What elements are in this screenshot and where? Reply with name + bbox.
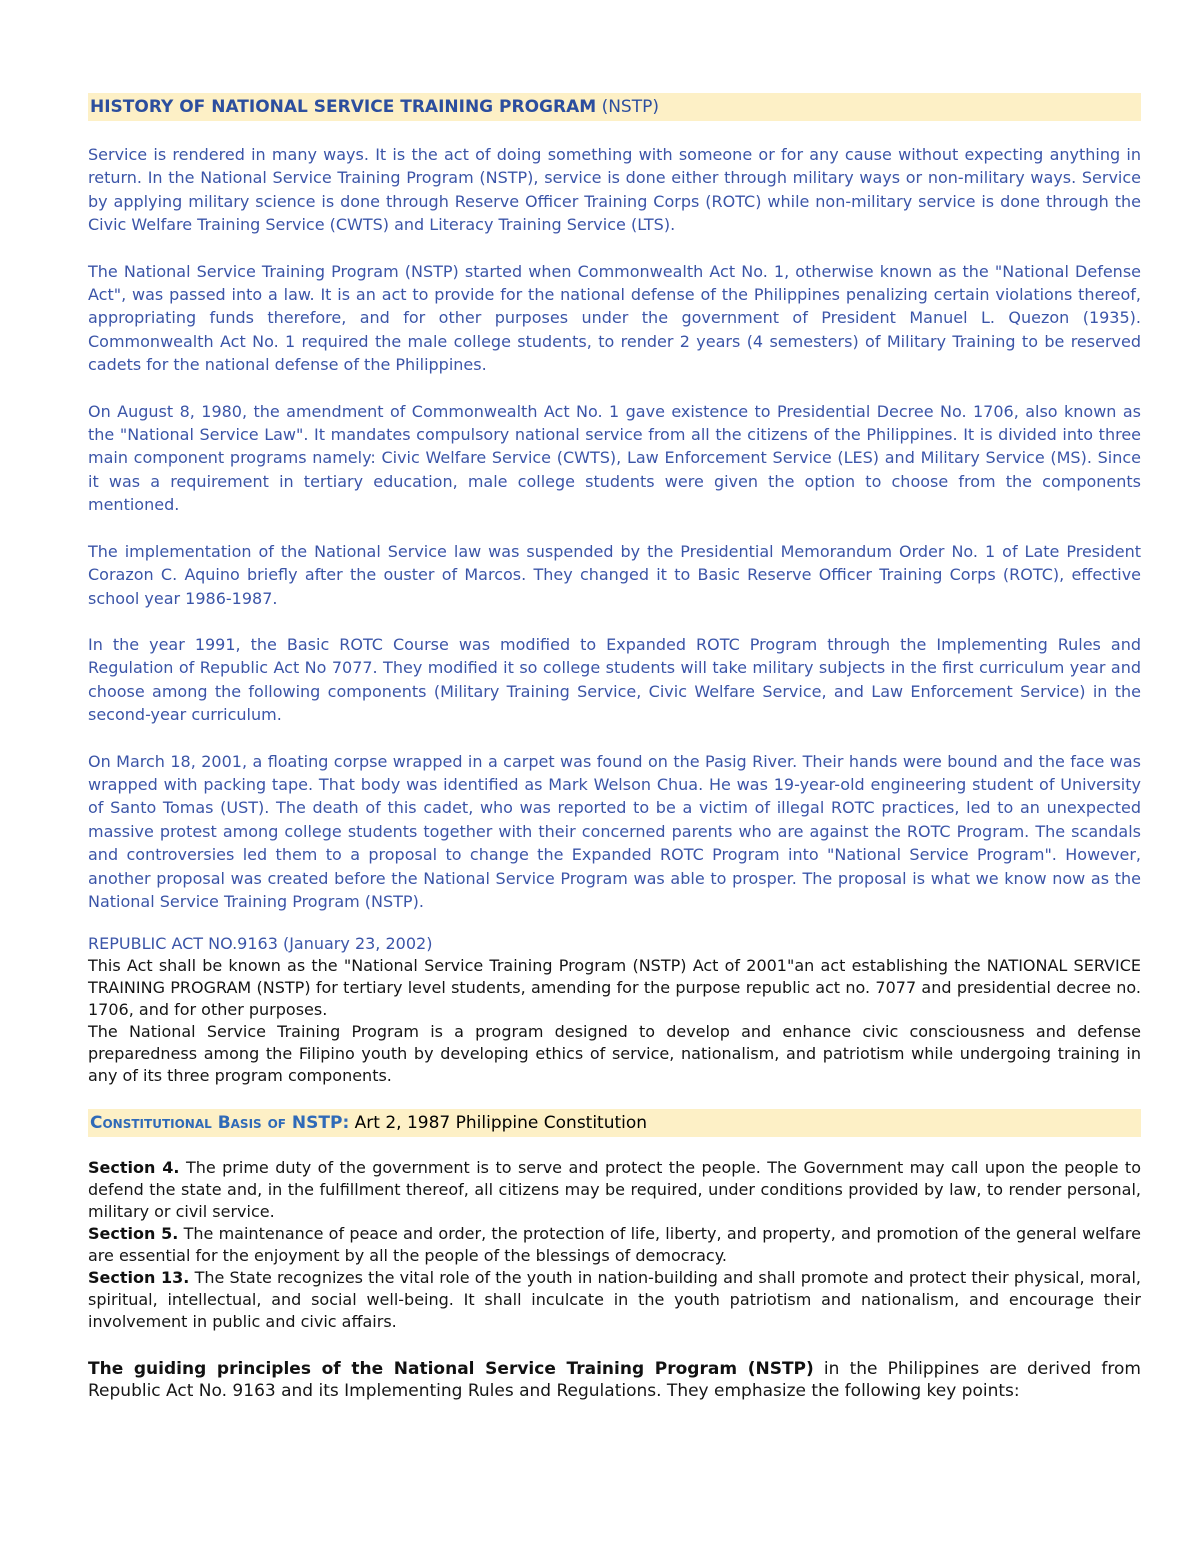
republic-act-heading: REPUBLIC ACT NO.9163 (January 23, 2002): [88, 934, 433, 954]
history-heading-abbrev: (NSTP): [596, 97, 659, 117]
republic-act-section: [88, 933, 1141, 1087]
history-paragraph-2: The National Service Training Program (NSTP) started when Commonwealth Act No. 1, otherwise known as the "National Defense Act", was passed into a law. It is an act to provide for the national defense of the Philippines penalizing certain violations thereof, appropriating funds therefore, and for other purposes under the government of President Manuel L. Quezon (1935). Commonwealth Act No. 1 required the male college students, to render 2 years (4 semesters) of Military Training to be reserved cadets for the national defense of the Philippines.: [88, 261, 1141, 375]
constitutional-heading: [88, 1109, 1141, 1137]
constitutional-sections: [88, 1157, 1141, 1333]
history-paragraph-1: Service is rendered in many ways. It is the act of doing something with someone or for any cause without expecting anything in return. In the National Service Training Program (NSTP), service is done either through military ways or non-military ways. Service by applying military science is done through Reserve Officer Training Corps (ROTC) while non-military service is done through the Civic Welfare Training Service (CWTS) and Literacy Training Service (LTS).: [88, 145, 1141, 235]
section-13-text: The State recognizes the vital role of the youth in nation-building and shall promote and protect their physical, moral, spiritual, intellectual, and social well-being. It shall inculcate in the youth patriotism and nationalism, and encourage their involvement in public and civic affairs.: [88, 1268, 1141, 1332]
section-13-label: Section 13.: [88, 1268, 190, 1288]
history-paragraph-5: In the year 1991, the Basic ROTC Course was modified to Expanded ROTC Program through the Implementing Rules and Regulation of Republic Act No 7077. They modified it so college students will take military subjects in the first curriculum year and choose among the following components (Military Training Service, Civic Welfare Service, and Law Enforcement Service) in the second-year curriculum.: [88, 634, 1141, 725]
guiding-principles-text: in the Philippines are derived from Republic Act No. 9163 and its Implementing Rules and Regulations. They emphasize the following key points:: [88, 1359, 1141, 1402]
section-5-text: The maintenance of peace and order, the protection of life, liberty, and property, and promotion of the general welfare are essential for the enjoyment by all the people of the blessings of democracy.: [88, 1224, 1141, 1266]
guiding-principles-bold: The guiding principles of the National Service Training Program (NSTP): [88, 1359, 814, 1380]
document-page: [88, 93, 1141, 1402]
republic-act-paragraph-2: The National Service Training Program is a program designed to develop and enhance civic consciousness and defense preparedness among the Filipino youth by developing ethics of service, nationalism, and patriotism while undergoing training in any of its three program components.: [88, 1022, 1141, 1086]
history-heading-bold: HISTORY OF NATIONAL SERVICE TRAINING PROGRAM: [90, 97, 597, 117]
section-5-label: Section 5.: [88, 1224, 179, 1244]
history-paragraph-3: On August 8, 1980, the amendment of Commonwealth Act No. 1 gave existence to Presidential Decree No. 1706, also known as the "National Service Law". It mandates compulsory national service from all the citizens of the Philippines. It is divided into three main component programs namely: Civic Welfare Service (CWTS), Law Enforcement Service (LES) and Military Service (MS). Since it was a requirement in tertiary education, male college students were given the option to choose from the components mentioned.: [88, 401, 1141, 515]
constitutional-heading-title: Constitutional Basis of NSTP:: [90, 1113, 350, 1134]
history-heading: [88, 93, 1141, 121]
history-paragraph-6: On March 18, 2001, a floating corpse wrapped in a carpet was found on the Pasig River. Their hands were bound and the face was wrapped with packing tape. That body was identified as Mark Welson Chua. He was 19-year-old engineering student of University of Santo Tomas (UST). The death of this cadet, who was reported to be a victim of illegal ROTC practices, led to an unexpected massive protest among college students together with their concerned parents who are against the ROTC Program. The scandals and controversies led them to a proposal to change the Expanded ROTC Program into "National Service Program". However, another proposal was created before the National Service Program was able to prosper. The proposal is what we know now as the National Service Training Program (NSTP).: [88, 751, 1141, 911]
section-13: [88, 1267, 1141, 1333]
history-paragraph-4: The implementation of the National Service law was suspended by the Presidential Memorandum Order No. 1 of Late President Corazon C. Aquino briefly after the ouster of Marcos. They changed it to Basic Reserve Officer Training Corps (ROTC), effective school year 1986-1987.: [88, 541, 1141, 608]
section-4-text: The prime duty of the government is to serve and protect the people. The Government may call upon the people to defend the state and, in the fulfillment thereof, all citizens may be required, under conditions provided by law, to render personal, military or civil service.: [88, 1158, 1141, 1222]
section-4: [88, 1157, 1141, 1223]
section-5: [88, 1223, 1141, 1267]
section-4-label: Section 4.: [88, 1158, 180, 1178]
guiding-principles-paragraph: [88, 1358, 1141, 1402]
republic-act-paragraph-1: This Act shall be known as the "National Service Training Program (NSTP) Act of 2001"an act establishing the NATIONAL SERVICE TRAINING PROGRAM (NSTP) for tertiary level students, amending for the purpose republic act no. 7077 and presidential decree no. 1706, and for other purposes.: [88, 956, 1141, 1020]
history-section: [88, 143, 1141, 913]
constitutional-heading-reference: Art 2, 1987 Philippine Constitution: [349, 1113, 648, 1134]
guiding-principles: [88, 1358, 1141, 1402]
